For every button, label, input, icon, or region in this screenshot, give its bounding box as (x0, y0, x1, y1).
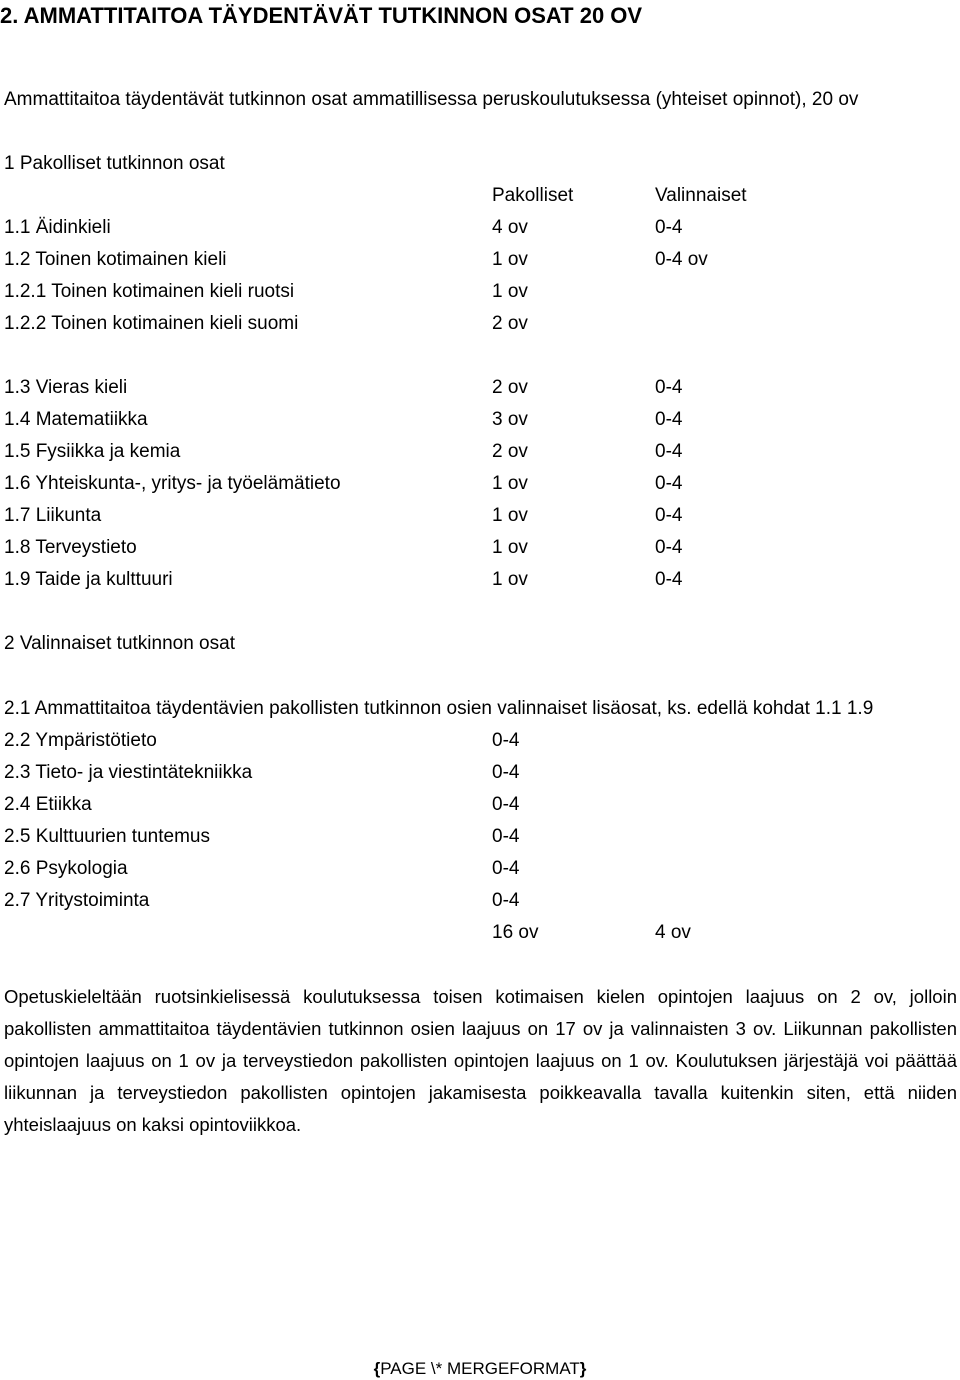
row-name: 1.2 Toinen kotimainen kieli (4, 249, 227, 270)
row-pakolliset: 3 ov (492, 409, 528, 430)
row-name: 2.3 Tieto- ja viestintätekniikka (4, 762, 253, 783)
table-row (4, 217, 944, 239)
row-valinnaiset: 0-4 (655, 569, 683, 590)
row-valinnaiset: 0-4 (655, 441, 683, 462)
table-row (4, 569, 944, 591)
row-value: 0-4 (492, 858, 520, 879)
footer-brace-close: } (579, 1359, 587, 1378)
footer-field-code: PAGE \* MERGEFORMAT (380, 1359, 580, 1378)
row-name: 1.9 Taide ja kulttuuri (4, 569, 173, 590)
row-name: 2.5 Kulttuurien tuntemus (4, 826, 210, 847)
table-row (4, 537, 944, 559)
table-row (4, 249, 944, 271)
row-valinnaiset: 0-4 (655, 473, 683, 494)
table-row (4, 794, 944, 816)
row-pakolliset: 2 ov (492, 441, 528, 462)
row-name: 2.7 Yritystoiminta (4, 890, 150, 911)
row-name: 1.6 Yhteiskunta-, yritys- ja työelämätieto (4, 473, 341, 494)
table-row (4, 313, 944, 335)
table-row (4, 858, 944, 880)
total-pakolliset: 16 ov (492, 922, 539, 943)
totals-row (4, 922, 944, 944)
row-value: 0-4 (492, 730, 520, 751)
row-valinnaiset: 0-4 (655, 217, 683, 238)
row-valinnaiset: 0-4 (655, 409, 683, 430)
row-name: 1.7 Liikunta (4, 505, 102, 526)
row-name: 1.8 Terveystieto (4, 537, 137, 558)
row-value: 0-4 (492, 826, 520, 847)
intro-text: Ammattitaitoa täydentävät tutkinnon osat ammatillisessa peruskoulutuksessa (yhteiset opinnot), 20 ov (4, 89, 859, 110)
row-pakolliset: 1 ov (492, 505, 528, 526)
column-header-valinnaiset: Valinnaiset (655, 185, 747, 206)
row-name: 1.1 Äidinkieli (4, 217, 111, 238)
row-name: 2.2 Ympäristötieto (4, 730, 157, 751)
row-pakolliset: 1 ov (492, 249, 528, 270)
page-footer (0, 1358, 960, 1380)
table-row (4, 730, 944, 752)
row-valinnaiset: 0-4 (655, 377, 683, 398)
row-value: 0-4 (492, 762, 520, 783)
footer-brace-open: { (373, 1359, 381, 1378)
table-row (4, 281, 944, 303)
section2-first-item: 2.1 Ammattitaitoa täydentävien pakollisten tutkinnon osien valinnaiset lisäosat, ks. edellä kohdat 1.1 1.9 (4, 698, 874, 719)
row-pakolliset: 4 ov (492, 217, 528, 238)
row-name: 1.3 Vieras kieli (4, 377, 128, 398)
row-value: 0-4 (492, 794, 520, 815)
table-row (4, 409, 944, 431)
table-row (4, 441, 944, 463)
table-row (4, 377, 944, 399)
row-valinnaiset: 0-4 (655, 505, 683, 526)
section1-heading: 1 Pakolliset tutkinnon osat (4, 153, 225, 174)
row-name: 1.2.1 Toinen kotimainen kieli ruotsi (4, 281, 295, 302)
table-row (4, 890, 944, 912)
row-pakolliset: 1 ov (492, 281, 528, 302)
row-pakolliset: 1 ov (492, 569, 528, 590)
row-pakolliset: 1 ov (492, 537, 528, 558)
row-pakolliset: 2 ov (492, 313, 528, 334)
row-pakolliset: 1 ov (492, 473, 528, 494)
row-valinnaiset: 0-4 ov (655, 249, 708, 270)
row-name: 2.4 Etiikka (4, 794, 92, 815)
row-valinnaiset: 0-4 (655, 537, 683, 558)
row-name: 1.4 Matematiikka (4, 409, 148, 430)
row-name: 1.2.2 Toinen kotimainen kieli suomi (4, 313, 299, 334)
table-row (4, 762, 944, 784)
closing-paragraph: Opetuskieleltään ruotsinkielisessä koulutuksessa toisen kotimaisen kielen opintojen laajuus on 2 ov, jolloin pakollisten ammattitaitoa täydentävien tutkinnon osien laajuus on 17 ov ja valinnaisten 3 ov. Liikunnan pakollisten opintojen laajuus on 1 ov ja terveystiedon pakollisten opintojen laajuus on 1 ov. Koulutuksen järjestäjä voi päättää liikunnan ja terveystiedon pakollisten opintojen jakamisesta poikkeavalla tavalla kuitenkin siten, että niiden yhteislaajuus on kaksi opintoviikkoa. (4, 986, 957, 1135)
row-value: 0-4 (492, 890, 520, 911)
table-row (4, 505, 944, 527)
column-header-pakolliset: Pakolliset (492, 185, 574, 206)
row-pakolliset: 2 ov (492, 377, 528, 398)
section2-heading: 2 Valinnaiset tutkinnon osat (4, 633, 235, 654)
total-valinnaiset: 4 ov (655, 922, 691, 943)
row-name: 1.5 Fysiikka ja kemia (4, 441, 181, 462)
column-header-row (4, 185, 944, 207)
page-title: 2. AMMATTITAITOA TÄYDENTÄVÄT TUTKINNON OSAT 20 OV (0, 3, 643, 28)
table-row (4, 473, 944, 495)
table-row (4, 826, 944, 848)
row-name: 2.6 Psykologia (4, 858, 128, 879)
